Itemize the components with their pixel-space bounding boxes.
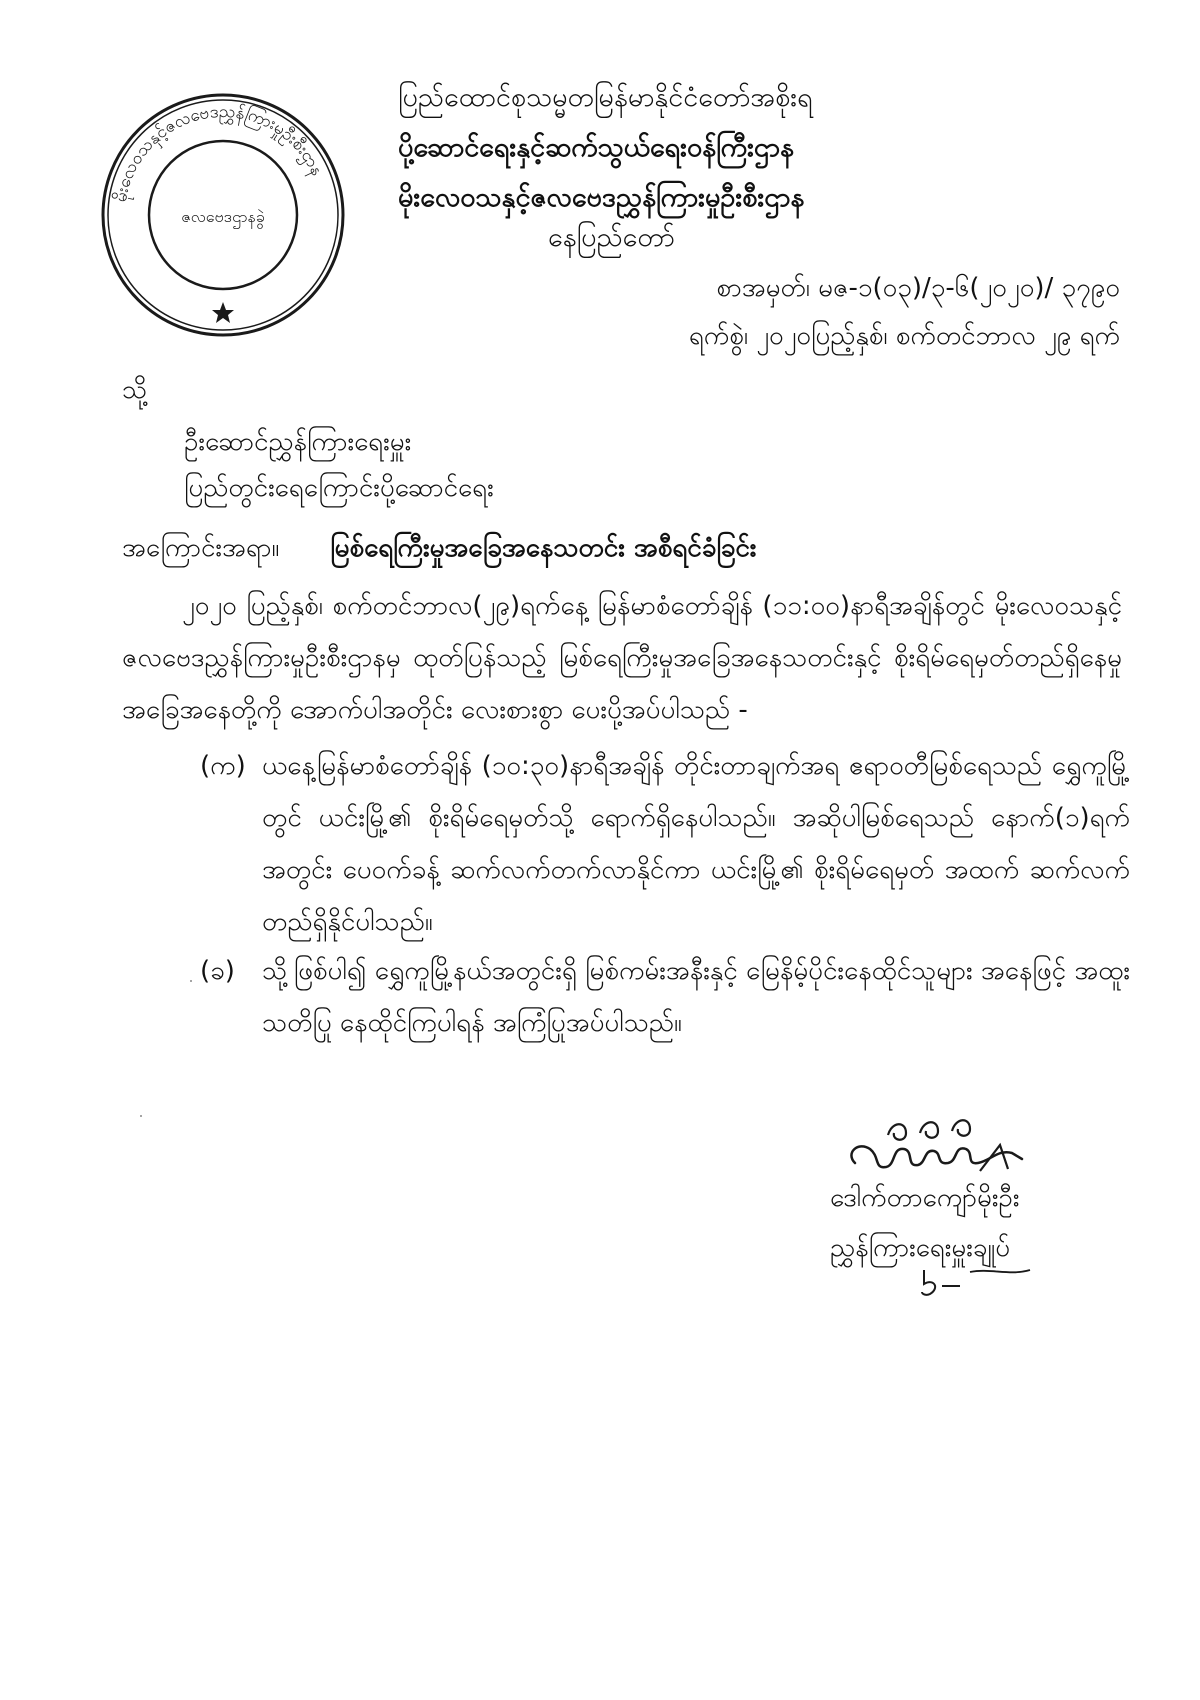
letterhead-ministry: ပို့ဆောင်ရေးနှင့်ဆက်သွယ်ရေးဝန်ကြီးဌာန [398, 132, 794, 163]
seal-star-icon [212, 302, 234, 323]
to-label: သို့ [122, 375, 148, 405]
item-marker: (ခ) [200, 956, 235, 986]
signatory-name: ဒေါက်တာကျော်မိုးဦး [830, 1183, 1020, 1213]
scan-speck [190, 980, 192, 982]
item-text: သို့ဖြစ်ပါ၍ ရွှေကူမြို့နယ်အတွင်းရှိ မြစ်ကမ်းအနီးနှင့် မြေနိမ့်ပိုင်းနေထိုင်သူများ အနေဖြင့် အထူးသတိပြု နေထိုင်ကြပါရန် အကြံပြုအပ်ပါသည်။ [262, 956, 1130, 1038]
recipient-organization: ပြည်တွင်းရေကြောင်းပို့ဆောင်ရေး [184, 473, 494, 503]
letterhead-government: ပြည်ထောင်စုသမ္မတမြန်မာနိုင်ငံတော်အစိုးရ [398, 82, 813, 113]
subject-text: မြစ်ရေကြီးမှုအခြေအနေသတင်း အစီရင်ခံခြင်း [330, 533, 757, 563]
letter-date: ရက်စွဲ၊ ၂၀၂၀ပြည့်နှစ်၊ စက်တင်ဘာလ ၂၉ ရက် [688, 321, 1120, 351]
list-item [200, 945, 1130, 1049]
department-seal-stamp [98, 90, 348, 340]
item-marker: (က) [200, 751, 246, 781]
list-item [200, 740, 1130, 948]
signatory-title: ညွှန်ကြားရေးမှူးချုပ် [830, 1233, 1011, 1263]
subject-line [122, 530, 756, 566]
item-text: ယနေ့မြန်မာစံတော်ချိန် (၁၀:၃၀)နာရီအချိန် တိုင်းတာချက်အရ ဧရာဝတီမြစ်ရေသည် ရွှေကူမြို့တွင် ယင်းမြို့၏ စိုးရိမ်ရေမှတ်သို့ ရောက်ရှိနေပါသည်။ အဆိုပါမြစ်ရေသည် နောက်(၁)ရက်အတွင်း ပေ၀က်ခန့် ဆက်လက်တက်လာနိုင်ကာ ယင်းမြို့၏ စိုးရိမ်ရေမှတ် အထက် ဆက်လက်တည်ရှိနိုင်ပါသည်။ [262, 751, 1130, 937]
letterhead-department: မိုးလေဝသနှင့်ဇလဗေဒညွှန်ကြားမှုဦးစီးဌာန [398, 182, 805, 213]
scan-speck [140, 1115, 142, 1117]
subject-label: အကြောင်းအရာ။ [122, 533, 280, 563]
seal-ring-text: မိုးလေဝသနှင့်ဇလဗေဒညွှန်ကြားမှုဦးစီးဌာန [110, 101, 327, 204]
seal-center-text: ဇလဗေဒဌာနခွဲ [181, 207, 265, 226]
letterhead-city: နေပြည်တော် [548, 222, 675, 253]
recipient-title: ဦးဆောင်ညွှန်ကြားရေးမှူး [184, 427, 412, 457]
intro-paragraph: ၂၀၂၀ ပြည့်နှစ်၊ စက်တင်ဘာလ(၂၉)ရက်နေ့ မြန်မာစံတော်ချိန် (၁၁:၀၀)နာရီအချိန်တွင် မိုးလေဝသနှင့် ဇလဗေဒညွှန်ကြားမှုဦးစီးဌာနမှ ထုတ်ပြန်သည့် မြစ်ရေကြီးမှုအခြေအနေသတင်းနှင့် စိုးရိမ်ရေမှတ်တည်ရှိနေမှု အခြေအနေတို့ကို အောက်ပါအတိုင်း လေးစားစွာ ပေးပို့အပ်ပါသည် - [122, 591, 1122, 725]
letter-number: စာအမှတ်၊ မဇ-၁(၀၃)/၃-၆(၂၀၂၀)/ ၃၇၉၀ [716, 273, 1120, 303]
handwritten-initials [920, 1262, 1040, 1302]
